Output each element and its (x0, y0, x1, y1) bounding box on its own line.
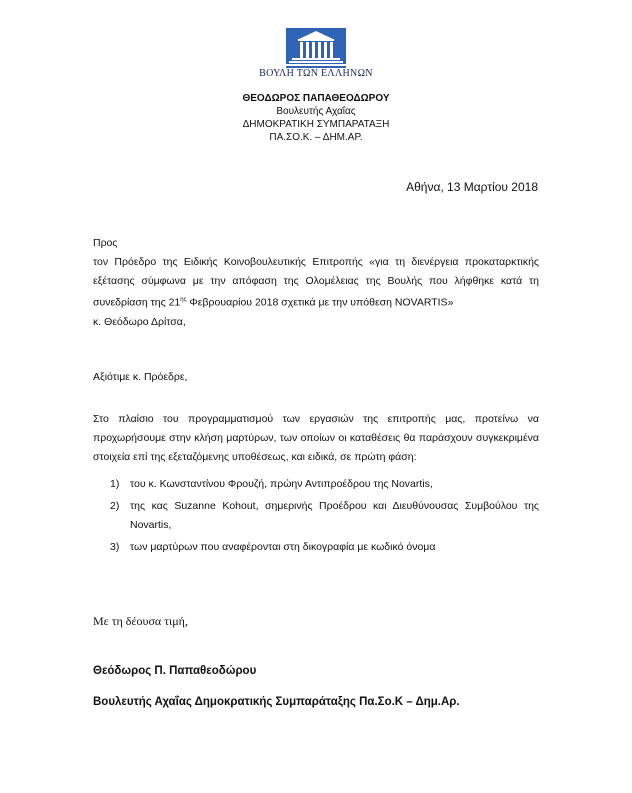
party-name: ΔΗΜΟΚΡΑΤΙΚΗ ΣΥΜΠΑΡΑΤΑΞΗ (242, 119, 390, 130)
sender-role: Βουλευτής Αχαΐας (276, 106, 356, 117)
body-paragraph: Στο πλαίσιο του προγραμματισμού των εργασιών της επιτροπής μας, προτείνω να προχωρήσουμε στην κλήση μαρτύρων, των οποίων οι καταθέσεις θα παράσχουν συγκεκριμένα στοιχεία επί της εξεταζόμενης υποθέσεως, και ειδικά, σε πρώτη φάση: (93, 413, 539, 463)
sender-header (0, 92, 632, 144)
list-item (110, 475, 539, 494)
recipient-to: Προς (93, 237, 118, 249)
parliament-building-icon (286, 28, 346, 68)
list-item-number: 3) (110, 541, 120, 553)
list-item-number: 1) (110, 478, 120, 490)
closing: Με τη δέουσα τιμή, (93, 614, 188, 628)
signature-name: Θεόδωρος Π. Παπαθεοδώρου (93, 665, 257, 677)
recipient-block (93, 234, 539, 332)
list-item (110, 497, 539, 535)
letter-date: Αθήνα, 13 Μαρτίου 2018 (406, 180, 538, 194)
recipient-line2: Φεβρουαρίου 2018 σχετικά με την υπόθεση NOVARTIS» (186, 296, 454, 309)
parliament-logo (286, 28, 346, 68)
signature-title: Βουλευτής Αχαΐας Δημοκρατικής Συμπαράταξης Πα.Σο.Κ – Δημ.Αρ. (93, 696, 460, 708)
sender-name: ΘΕΟΔΩΡΟΣ ΠΑΠΑΘΕΟΔΩΡΟΥ (242, 93, 390, 104)
list-item-text: των μαρτύρων που αναφέρονται στη δικογραφία με κωδικό όνομα (130, 541, 436, 553)
list-item-text: του κ. Κωνσταντίνου Φρουζή, πρώην Αντιπροέδρου της Novartis, (130, 478, 433, 490)
list-item (110, 538, 539, 557)
recipient-name: κ. Θεόδωρο Δρίτσα, (93, 315, 186, 328)
witness-list (110, 475, 539, 557)
recipient-description (93, 253, 539, 313)
parliament-name: ΒΟΥΛΗ ΤΩΝ ΕΛΛΗΝΩΝ (259, 68, 373, 79)
list-item-number: 2) (110, 500, 120, 512)
recipient-sup: ης (180, 297, 187, 303)
salutation: Αξιότιμε κ. Πρόεδρε, (93, 371, 188, 383)
list-item-text: της κας Suzanne Kohout, σημερινής Προέδρου και Διευθύνουσας Συμβούλου της Novartis, (130, 500, 539, 531)
recipient-line1: τον Πρόεδρο της Ειδικής Κοινοβουλευτικής Επιτροπής «για τη διενέργεια προκαταρκτικής εξέτασης σύμφωνα με την απόφαση της Ολομέλειας της Βουλής που λήφθηκε κατά τη συνεδρίαση της 21 (93, 256, 539, 309)
party-abbrev: ΠΑ.ΣΟ.Κ. – ΔΗΜ.ΑΡ. (269, 132, 363, 143)
